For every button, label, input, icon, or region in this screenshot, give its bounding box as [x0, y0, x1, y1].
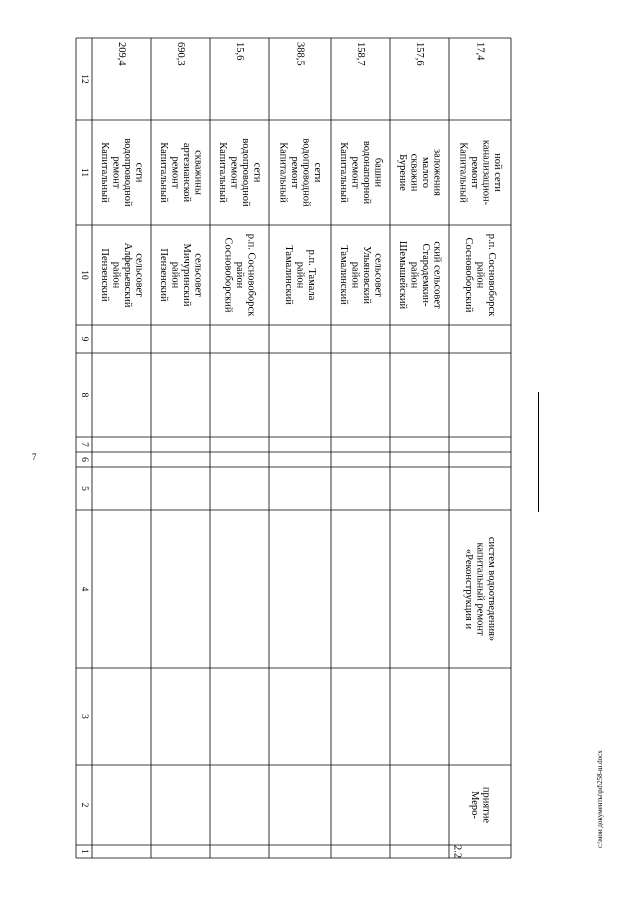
- cell-work-type: ремонт: [468, 156, 480, 189]
- cell-amount: 157,6: [414, 42, 425, 66]
- cell-district: район: [110, 261, 122, 289]
- column-number-12: 12: [79, 74, 89, 84]
- cell-district: Мичуринский: [180, 243, 192, 307]
- cell-amount: 17,4: [474, 42, 486, 61]
- cell-district: р.п. Сосновоборск: [486, 233, 497, 317]
- column-number-7: 7: [79, 442, 89, 447]
- cell-district: р.п. Сосновоборск: [245, 233, 257, 317]
- cell-district: Пензенский: [157, 248, 169, 302]
- cell-amount: 209,4: [116, 42, 127, 66]
- cell-work-type: Капитальный: [157, 142, 169, 203]
- cell-work-type: заложения: [431, 149, 443, 196]
- cell-district: район: [234, 261, 245, 289]
- cell-district: р.п. Тамала: [306, 249, 317, 301]
- cell-work-type: ремонт: [288, 156, 300, 189]
- cell-district: Шемышейский: [396, 240, 408, 310]
- cell-work-type: ремонт: [349, 156, 361, 189]
- cell-district: ский сельсовет: [431, 241, 443, 309]
- cell-district: район: [474, 261, 486, 289]
- cell-amount: 388,5: [294, 42, 306, 66]
- cell-district: сельсовет: [372, 253, 384, 297]
- cell-event-name: «Реконструкция и: [463, 548, 474, 630]
- cell-district: Пензенский: [98, 248, 110, 302]
- cell-work-type: водопроводной: [239, 138, 251, 207]
- cell-work-type: сети: [311, 162, 323, 183]
- column-number-10: 10: [79, 270, 89, 280]
- cell-work-type: Капитальный: [216, 142, 228, 203]
- column-number-8: 8: [79, 392, 89, 398]
- cell-event-name: капитальный ремонт: [474, 542, 486, 636]
- cell-district: Алферьевский: [121, 242, 133, 308]
- footer-file-path: c:\мои документы\pd\258-ш.docx: [596, 750, 604, 848]
- column-number-6: 6: [79, 457, 89, 462]
- cell-district: Ульяновский: [360, 246, 372, 304]
- cell-work-type: Капитальный: [337, 142, 349, 203]
- cell-district: Сосновоборский: [222, 237, 234, 313]
- column-number-4: 4: [79, 586, 89, 592]
- cell-work-type: малого: [419, 156, 431, 189]
- cell-district: Тамалинский: [337, 245, 349, 305]
- cell-work-type: ремонт: [169, 156, 181, 189]
- cell-amount: 690,3: [175, 42, 186, 66]
- cell-district: сельсовет: [133, 253, 145, 297]
- cell-work-type: сети: [251, 162, 263, 183]
- cell-district: район: [349, 261, 361, 289]
- cell-work-type: Капитальный: [457, 142, 469, 203]
- column-number-9: 9: [79, 336, 89, 342]
- cell-amount: 15,6: [234, 42, 245, 61]
- cell-work-type: ремонт: [228, 156, 240, 189]
- column-number-1: 1: [79, 849, 89, 854]
- cell-work-type: водопроводной: [121, 138, 133, 207]
- cell-work-type: артезианской: [180, 142, 192, 203]
- cell-number: 2.2: [451, 844, 463, 859]
- cell-work-type: водопроводной: [300, 138, 312, 207]
- cell-work-type: скважины: [192, 150, 204, 195]
- cell-work-type: водонапорной: [360, 140, 372, 205]
- cell-work-type: Капитальный: [98, 142, 110, 203]
- column-number-2: 2: [79, 802, 89, 808]
- cell-work-type: Капитальный: [277, 142, 289, 203]
- cell-work-type: канализацион-: [480, 139, 492, 206]
- cell-event-type: приятие: [480, 786, 492, 824]
- cell-district: Сосновоборский: [463, 237, 474, 313]
- column-number-5: 5: [79, 486, 89, 491]
- column-number-11: 11: [79, 167, 89, 178]
- cell-work-type: ремонт: [110, 156, 122, 189]
- cell-event-type: Меро-: [468, 791, 480, 819]
- cell-amount: 158,7: [355, 42, 366, 66]
- cell-district: Стародемкин-: [419, 243, 431, 307]
- cell-district: сельсовет: [192, 253, 204, 297]
- cell-work-type: башни: [372, 157, 384, 188]
- column-number-3: 3: [79, 714, 89, 719]
- cell-district: район: [169, 261, 181, 289]
- cell-district: район: [294, 261, 306, 289]
- cell-work-type: Бурение: [396, 154, 408, 191]
- cell-district: район: [408, 261, 420, 289]
- cell-work-type: скважин: [408, 153, 420, 192]
- cell-event-name: систем водоотведения»: [486, 536, 497, 642]
- cell-work-type: ной сети: [491, 153, 503, 192]
- cell-work-type: сети: [133, 162, 145, 183]
- page-number: 7: [32, 452, 37, 462]
- cell-district: Тамалинский: [283, 245, 294, 305]
